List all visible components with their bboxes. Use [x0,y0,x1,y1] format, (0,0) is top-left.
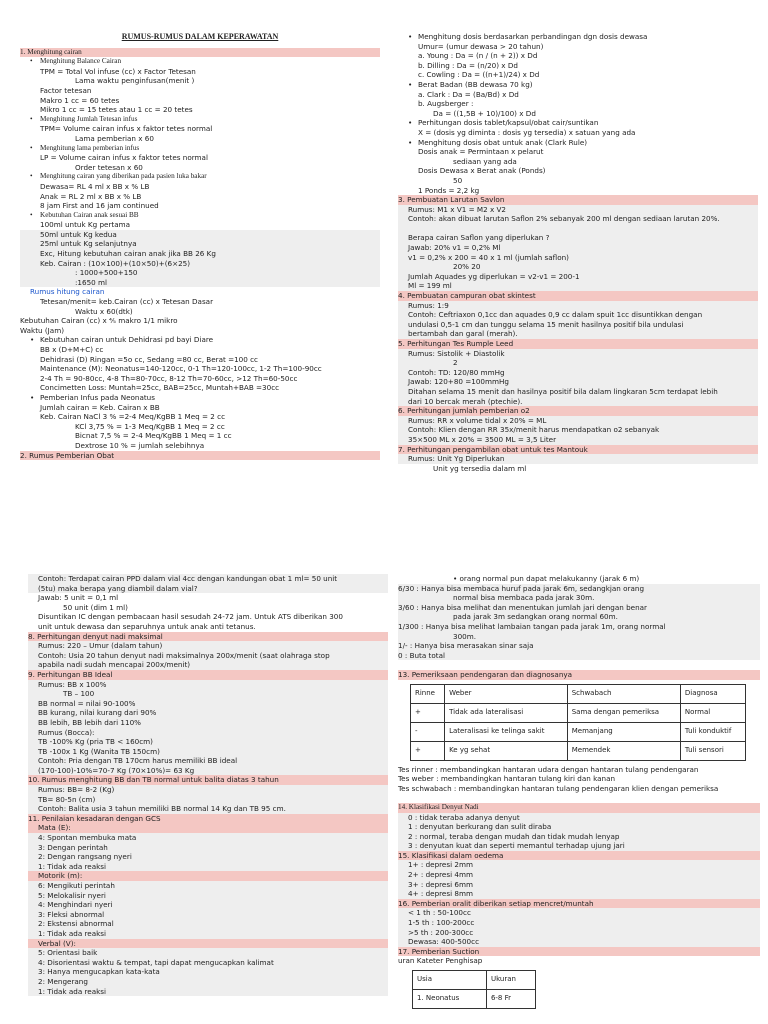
right-bottom-top-lines [398,574,760,680]
text-line: Waktu x 60(dtk) [75,306,133,316]
text-line: TB – 100 [28,689,388,699]
text-line: 2: Mengerang [28,977,388,987]
text-line: 0 : tidak teraba adanya denyut [398,813,760,823]
text-line: Rumus: 1:9 [398,301,758,311]
text-line: 35×500 ML x 20% = 3500 ML = 3,5 Liter [398,435,758,445]
text-line: Jumlah cairan = Keb. Cairan x BB [40,402,160,412]
text-line: a. Clark : Da = (Ba/Bd) x Dd [418,89,519,99]
left-top-column [20,32,380,460]
table-header-cell: Usia [413,971,487,990]
right-bottom-column [398,574,760,1009]
text-line: a. Young : Da = (n / (n + 2)) x Dd [418,51,538,61]
text-line: 2 : normal, teraba dengan mudah dan tidak mudah lenyap [398,832,760,842]
text-line: BB kurang, nilai kurang dari 90% [28,708,388,718]
text-line: • Menghitung lama pemberian infus [20,144,380,154]
text-line: 1+ : depresi 2mm [398,860,760,870]
text-line: 5: Orientasi baik [28,948,388,958]
table-header-row [411,684,746,703]
text-line: Contoh: Pria dengan TB 170cm harus memiliki BB ideal [28,756,388,766]
text-line: Contoh: akan dibuat larutan Saflon 2% sebanyak 200 ml dengan sediaan larutan 20%. [398,214,758,224]
text-line: 6: Mengikuti perintah [28,881,388,891]
text-line: Verbal (V): [28,939,388,949]
text-line: 1: Tidak ada reaksi [28,862,388,872]
text-line: KCl 3,75 % = 1-3 Meq/KgBB 1 Meq = 2 cc [75,421,225,431]
hearing-table [410,684,746,761]
text-line: Jawab: 5 unit = 0,1 ml [38,593,119,603]
text-line: Disuntikan IC dengan pembacaan hasil sesudah 24-72 jam. Untuk ATS diberikan 300 [38,612,343,622]
table-header-cell: Ukuran [486,971,535,990]
text-line: TPM= Volume cairan infus x faktor tetes normal [40,124,213,134]
text-line: uran Kateter Penghisap [398,956,483,966]
text-line: 2 [398,358,758,368]
text-line: Waktu (Jam) [20,325,65,335]
text-line: 6/30 : Hanya bisa membaca huruf pada jarak 6m, sedangkjan orang [398,584,760,594]
text-line: Dewasa= RL 4 ml x BB x % LB [40,181,150,191]
text-line [398,224,758,234]
text-line: BB x (D+M+C) cc [40,345,104,354]
text-line: bertambah dan garal (merah). [398,329,758,339]
table-header-cell: Schwabach [567,684,680,703]
text-line: 16. Pemberian oralit diberikan setiap mencret/muntah [398,899,760,909]
text-line: Rumus: BB= 8-2 (Kg) [28,785,388,795]
text-line: 1/300 : Hanya bisa melihat lambaian tangan pada jarak 1m, orang normal [398,622,760,632]
text-line: 100ml untuk Kg pertama [40,220,131,230]
text-line: b. Augsberger : [418,99,474,109]
left-top-lines [20,48,380,461]
text-line: < 1 th : 50-100cc [398,908,760,918]
text-line: Jumlah Aquades yg diperlukan = v2-v1 = 200-1 [398,272,758,282]
text-line: Lama waktu penginfusan(menit ) [75,76,195,86]
left-bottom-column [28,574,388,996]
text-line: Tes schwabach : membandingkan hantaran tulang pendengaran klien dengan pemeriksa [398,783,719,793]
table-cell: Tuli konduktif [680,722,745,741]
text-line: Keb. Cairan : (10×100)+(10×50)+(6×25) [20,259,380,269]
text-line: 4: Disorientasi waktu & tempat, tapi dapat mengucapkan kalimat [28,958,388,968]
table-header-cell: Diagnosa [680,684,745,703]
text-line: Tes rinner : membandingkan hantaran udara dengan hantaran tulang pendengaran [398,764,699,774]
text-line: 1. Menghitung cairan [20,48,380,58]
text-line: 25ml untuk Kg selanjutnya [20,239,380,249]
table-header-cell: Weber [445,684,568,703]
text-line: 17. Pemberian Suction [398,947,760,957]
text-line: BB lebih, BB lebih dari 110% [28,718,388,728]
text-line: Jawab: 20% v1 = 0,2% Ml [398,243,758,253]
text-line: 1: Tidak ada reaksi [28,929,388,939]
text-line: 3. Pembuatan Larutan Savlon [398,195,758,205]
text-line: 50ml untuk Kg kedua [20,230,380,240]
text-line: 1 Ponds = 2,2 kg [418,185,480,195]
text-line: Mikro 1 cc = 15 tetes atau 1 cc = 20 tetes [40,105,193,115]
catheter-table [412,970,536,1009]
text-line: • Menghitung Balance Cairan [20,57,380,67]
text-line: Ditahan selama 15 menit dan hasilnya positif bila dalam lingkaran 5cm terdapat lebih [398,387,758,397]
text-line: 2-4 Th = 90-80cc, 4-8 Th=80-70cc, 8-12 Th=70-60cc, >12 Th=60-50cc [40,373,298,383]
text-line: 3: Hanya mengucapkan kata-kata [28,967,388,977]
text-line: 1: Tidak ada reaksi [28,987,388,997]
text-line: : 1000+500+150 [20,268,380,278]
left-bottom-lines [28,574,388,996]
text-line: Tes weber : membandingkan hantaran tulang kiri dan kanan [398,774,616,784]
table-cell: Sama dengan pemeriksa [567,703,680,722]
text-line: 3 : denyutan kuat dan seperti memantul terhadap ujung jari [398,841,760,851]
text-line: • Berat Badan (BB dewasa 70 kg) [398,80,758,90]
right-bottom-mid-lines [398,765,760,966]
table-cell: - [411,722,445,741]
text-line: 13. Pemeriksaan pendengaran dan diagnosanya [398,670,760,680]
text-line: Tetesan/menit= keb.Cairan (cc) x Tetesan Dasar [40,297,214,307]
text-line: Rumus: BB x 100% [28,680,388,690]
text-line: 8 jam First and 16 jam continued [40,201,159,211]
text-line: v1 = 0,2% x 200 = 40 x 1 ml (jumlah saflon) [398,253,758,263]
text-line: 4. Pembuatan campuran obat skintest [398,291,758,301]
text-line: Rumus (Bocca): [28,728,388,738]
text-line: 1-5 th : 100-200cc [398,918,760,928]
text-line: • orang normal pun dapat melakukanny (jarak 6 m) [453,574,640,583]
table-row [411,722,746,741]
table-cell: + [411,703,445,722]
text-line: normal bisa membaca pada jarak 30m. [398,593,760,603]
text-line: pada jarak 3m sedangkan orang normal 60m. [398,612,760,622]
text-line: • Kebutuhan Cairan anak sesuai BB [20,211,380,221]
text-line: • Menghitung Jumlah Tetesan infus [20,115,380,125]
text-line: Exc, Hitung kebutuhan cairan anak jika BB 26 Kg [20,249,380,259]
text-line: Contoh: TD: 120/80 mmHg [398,368,758,378]
text-line: :1650 ml [20,278,380,288]
text-line: • Kebutuhan cairan untuk Dehidrasi pd bayi Diare [20,335,380,345]
text-line: 7. Perhitungan pengambilan obat untuk tes Mantouk [398,445,758,455]
text-line: 300m. [398,632,760,642]
text-line: Order tetesan x 60 [75,162,143,172]
text-line: Kebutuhan Cairan (cc) x ⅘ makro 1/1 mikro [20,316,178,326]
text-line: X = (dosis yg diminta : dosis yg tersedia) x satuan yang ada [418,127,636,137]
table-cell: Memanjang [567,722,680,741]
text-line: LP = Volume cairan infus x faktor tetes normal [40,153,208,163]
table-cell: Tidak ada lateralisasi [445,703,568,722]
table-row [411,703,746,722]
text-line: Factor tetesan [40,85,92,95]
text-line: 3: Dengan perintah [28,843,388,853]
text-line: Maintenance (M): Neonatus=140-120cc, 0-1 Th=120-100cc, 1-2 Th=100-90cc [40,364,322,374]
text-line: 1/- : Hanya bisa merasakan sinar saja [398,641,760,651]
text-line: TB -100% Kg (pria TB < 160cm) [28,737,388,747]
text-line: undulasi 0,5-1 cm dan tunggu selama 15 menit hasilnya positif bila undulasi [398,320,758,330]
text-line: TB -100x 1 Kg (Wanita TB 150cm) [28,747,388,757]
table-cell: Normal [680,703,745,722]
text-line: • Menghitung dosis obat untuk anak (Clark Rule) [398,138,758,148]
text-line: Dextrose 10 % = jumlah selebihnya [75,440,205,450]
text-line: 14. Klasifikasi Denyut Nadi [398,803,760,813]
text-line: 6. Perhitungan jumlah pemberian o2 [398,406,758,416]
text-line: sediaan yang ada [453,156,517,166]
text-line: Contoh: Ceftriaxon 0,1cc dan aquades 0,9 cc dalam spuit 1cc disuntikkan dengan [398,310,758,320]
table-header-row [413,971,536,990]
text-line: Rumus: 220 – Umur (dalam tahun) [28,641,388,651]
text-line: Mata (E): [28,823,388,833]
text-line: c. Cowling : Da = ((n+1)/24) x Dd [418,70,540,80]
text-line: Rumus: RR x volume tidal x 20% = ML [398,416,758,426]
table-row [411,741,746,760]
text-line: Da = ((1,5B + 10)/100) x Dd [433,108,536,118]
text-line: 4: Spontan membuka mata [28,833,388,843]
table-cell: 6-8 Fr [486,990,535,1009]
text-line: Dosis anak = Permintaan x pelarut [418,147,544,157]
text-line: Concimetten Loss: Muntah=25cc, BAB=25cc, Muntah+BAB =30cc [40,383,280,393]
text-line: BB normal = nilai 90-100% [28,699,388,709]
text-line [398,660,760,670]
text-line: Contoh: Klien dengan RR 35x/menit harus mendapatkan o2 sebanyak [398,425,758,435]
text-line: 11. Penilaian kesadaran dengan GCS [28,814,388,824]
text-line: 3: Fleksi abnormal [28,910,388,920]
text-line: 4: Menghindari nyeri [28,900,388,910]
text-line: TB= 80-5n (cm) [28,795,388,805]
table-cell: 1. Neonatus [413,990,487,1009]
text-line: 15. Klasifikasi dalam oedema [398,851,760,861]
table-cell: + [411,741,445,760]
text-line: Jawab: 120+80 =100mmHg [398,377,758,387]
text-line: 0 : Buta total [398,651,760,661]
text-line: (5tu) maka berapa yang diambil dalam vial? [28,584,388,594]
text-line: b. Dilling : Da = (n/20) x Dd [418,60,518,70]
text-line: 5: Melokalisir nyeri [28,891,388,901]
text-line: 9. Perhitungan BB Ideal [28,670,388,680]
text-line: Dewasa: 400-500cc [398,937,760,947]
text-line: unit untuk dewasa dan separuhnya untuk anak anti tetanus. [38,621,256,631]
text-line: 3+ : depresi 6mm [398,880,760,890]
text-line: Bicnat 7,5 % = 2-4 Meq/KgBB 1 Meq = 1 cc [75,431,232,441]
text-line: 10. Rumus menghitung BB dan TB normal untuk balita diatas 3 tahun [28,775,388,785]
text-line: Rumus hitung cairan [30,287,105,297]
text-line: apabila nadi sudah mencapai 200x/menit) [28,660,388,670]
text-line: 8. Perhitungan denyut nadi maksimal [28,632,388,642]
text-line: >5 th : 200-300cc [398,928,760,938]
text-line: • Perhitungan dosis tablet/kapsul/obat cair/suntikan [398,118,758,128]
text-line [398,793,760,803]
text-line: TPM = Total Vol infuse (cc) x Factor Tetesan [40,66,196,76]
right-top-lines [398,32,758,473]
text-line: Rumus: M1 x V1 = M2 x V2 [398,205,758,215]
text-line: Contoh: Usia 20 tahun denyut nadi maksimalnya 200x/menit (saat olahraga stop [28,651,388,661]
text-line: 2: Dengan rangsang nyeri [28,852,388,862]
text-line: Lama pemberian x 60 [75,133,154,143]
right-top-column [398,32,758,473]
text-line: Anak = RL 2 ml x BB x % LB [40,191,142,201]
text-line: 50 unit (dim 1 ml) [63,602,128,612]
text-line: 2. Rumus Pemberian Obat [20,451,380,461]
text-line: Dehidrasi (D) Ringan =5o cc, Sedang =80 cc, Berat =100 cc [40,354,259,364]
text-line: Rumus: Unit Yg Diperlukan [398,454,758,464]
text-line: • Menghitung cairan yang diberikan pada pasien luka bakar [20,172,380,182]
text-line: 4+ : depresi 8mm [398,889,760,899]
text-line: Ml = 199 ml [398,281,758,291]
text-line: Umur= (umur dewasa > 20 tahun) [418,41,544,51]
table-cell: Memendek [567,741,680,760]
text-line: Berapa cairan Saflon yang diperlukan ? [398,233,758,243]
text-line: Makro 1 cc = 60 tetes [40,95,120,105]
text-line: Dosis Dewasa x Berat anak (Ponds) [418,166,546,176]
text-line: Unit yg tersedia dalam ml [433,463,527,473]
text-line: 2+ : depresi 4mm [398,870,760,880]
text-line: 2: Ekstensi abnormal [28,919,388,929]
text-line: Motorik (m): [28,871,388,881]
text-line: Contoh: Terdapat cairan PPD dalam vial 4cc dengan kandungan obat 1 ml= 50 unit [28,574,388,584]
table-header-cell: Rinne [411,684,445,703]
table-cell: Tuli sensori [680,741,745,760]
table-row [413,990,536,1009]
text-line: Rumus: Sistolik + Diastolik [398,349,758,359]
page-title: RUMUS-RUMUS DALAM KEPERAWATAN [121,32,279,41]
text-line: dari 10 bercak merah (ptechie). [398,397,758,407]
text-line: 1 : denyutan berkurang dan sulit diraba [398,822,760,832]
text-line: (170-100)-10%=70-7 Kg (70×10%)= 63 Kg [28,766,388,776]
text-line: 50 [453,175,463,185]
table-cell: Ke yg sehat [445,741,568,760]
table-cell: Lateralisasi ke telinga sakit [445,722,568,741]
text-line: 20% 20 [398,262,758,272]
text-line: • Menghitung dosis berdasarkan perbandingan dgn dosis dewasa [398,32,758,42]
text-line: Contoh: Balita usia 3 tahun memiliki BB normal 14 Kg dan TB 95 cm. [28,804,388,814]
text-line: Keb. Cairan NaCl 3 % =2-4 Meq/KgBB 1 Meq = 2 cc [40,412,226,422]
text-line: 3/60 : Hanya bisa melihat dan menentukan jumlah jari dengan benar [398,603,760,613]
text-line: 5. Perhitungan Tes Rumple Leed [398,339,758,349]
text-line: • Pemberian Infus pada Neonatus [20,393,380,403]
